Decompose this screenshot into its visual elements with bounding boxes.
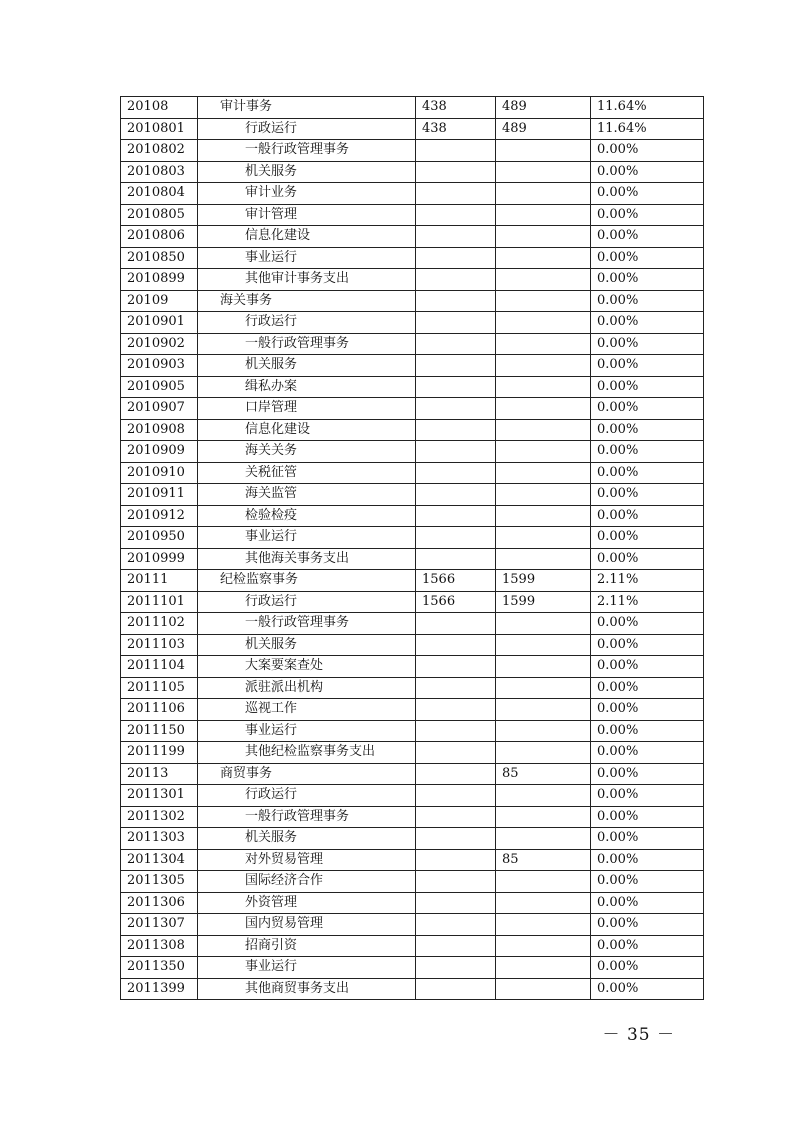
budget-amount-cell <box>416 204 496 226</box>
item-name-cell: 其他审计事务支出 <box>198 269 416 291</box>
item-name-cell: 审计事务 <box>198 97 416 119</box>
item-name-cell: 一般行政管理事务 <box>198 333 416 355</box>
code-cell: 2011302 <box>121 806 198 828</box>
budget-amount-cell <box>416 914 496 936</box>
budget-amount-cell: 438 <box>416 97 496 119</box>
percentage-cell: 0.00% <box>591 742 704 764</box>
actual-amount-cell <box>496 140 591 162</box>
percentage-cell: 0.00% <box>591 892 704 914</box>
item-name-cell: 大案要案查处 <box>198 656 416 678</box>
item-name-cell: 国内贸易管理 <box>198 914 416 936</box>
percentage-cell: 0.00% <box>591 505 704 527</box>
actual-amount-cell <box>496 914 591 936</box>
code-cell: 2011307 <box>121 914 198 936</box>
percentage-cell: 0.00% <box>591 806 704 828</box>
code-cell: 2010806 <box>121 226 198 248</box>
actual-amount-cell <box>496 505 591 527</box>
budget-amount-cell <box>416 978 496 1000</box>
percentage-cell: 0.00% <box>591 914 704 936</box>
percentage-cell: 0.00% <box>591 699 704 721</box>
actual-amount-cell: 85 <box>496 849 591 871</box>
code-cell: 2011102 <box>121 613 198 635</box>
item-name-cell: 海关监管 <box>198 484 416 506</box>
code-cell: 2011301 <box>121 785 198 807</box>
item-name-cell: 行政运行 <box>198 591 416 613</box>
table-row <box>121 183 704 205</box>
code-cell: 2011399 <box>121 978 198 1000</box>
code-cell: 2010909 <box>121 441 198 463</box>
table-body <box>121 97 704 1000</box>
actual-amount-cell <box>496 269 591 291</box>
code-cell: 2011199 <box>121 742 198 764</box>
code-cell: 2011305 <box>121 871 198 893</box>
actual-amount-cell <box>496 419 591 441</box>
actual-amount-cell <box>496 699 591 721</box>
table-row <box>121 656 704 678</box>
budget-expenditure-table <box>120 96 704 1000</box>
item-name-cell: 关税征管 <box>198 462 416 484</box>
table-row <box>121 871 704 893</box>
actual-amount-cell <box>496 355 591 377</box>
budget-amount-cell <box>416 656 496 678</box>
code-cell: 2010805 <box>121 204 198 226</box>
code-cell: 2010999 <box>121 548 198 570</box>
percentage-cell: 0.00% <box>591 140 704 162</box>
item-name-cell: 其他纪检监察事务支出 <box>198 742 416 764</box>
percentage-cell: 0.00% <box>591 613 704 635</box>
table-row <box>121 914 704 936</box>
percentage-cell: 0.00% <box>591 355 704 377</box>
percentage-cell: 0.00% <box>591 935 704 957</box>
item-name-cell: 其他商贸事务支出 <box>198 978 416 1000</box>
budget-amount-cell <box>416 419 496 441</box>
table-row <box>121 419 704 441</box>
table-row <box>121 376 704 398</box>
code-cell: 2010850 <box>121 247 198 269</box>
budget-amount-cell <box>416 828 496 850</box>
code-cell: 2011350 <box>121 957 198 979</box>
budget-amount-cell <box>416 935 496 957</box>
item-name-cell: 招商引资 <box>198 935 416 957</box>
actual-amount-cell <box>496 935 591 957</box>
budget-amount-cell <box>416 763 496 785</box>
code-cell: 2011103 <box>121 634 198 656</box>
item-name-cell: 审计管理 <box>198 204 416 226</box>
item-name-cell: 口岸管理 <box>198 398 416 420</box>
item-name-cell: 外资管理 <box>198 892 416 914</box>
budget-amount-cell <box>416 161 496 183</box>
table-row <box>121 591 704 613</box>
budget-amount-cell: 438 <box>416 118 496 140</box>
actual-amount-cell <box>496 828 591 850</box>
percentage-cell: 0.00% <box>591 441 704 463</box>
budget-amount-cell <box>416 677 496 699</box>
budget-amount-cell <box>416 376 496 398</box>
actual-amount-cell <box>496 720 591 742</box>
actual-amount-cell <box>496 527 591 549</box>
budget-amount-cell <box>416 140 496 162</box>
actual-amount-cell <box>496 398 591 420</box>
actual-amount-cell <box>496 548 591 570</box>
code-cell: 2010899 <box>121 269 198 291</box>
page-number: － 35 － <box>602 1025 675 1045</box>
table-row <box>121 312 704 334</box>
table-row <box>121 892 704 914</box>
code-cell: 20113 <box>121 763 198 785</box>
percentage-cell: 11.64% <box>591 118 704 140</box>
budget-amount-cell <box>416 269 496 291</box>
actual-amount-cell: 1599 <box>496 591 591 613</box>
code-cell: 2011304 <box>121 849 198 871</box>
actual-amount-cell <box>496 978 591 1000</box>
code-cell: 2010912 <box>121 505 198 527</box>
code-cell: 2010911 <box>121 484 198 506</box>
item-name-cell: 海关关务 <box>198 441 416 463</box>
code-cell: 2010950 <box>121 527 198 549</box>
actual-amount-cell <box>496 613 591 635</box>
budget-amount-cell <box>416 720 496 742</box>
code-cell: 2010803 <box>121 161 198 183</box>
percentage-cell: 0.00% <box>591 376 704 398</box>
percentage-cell: 0.00% <box>591 849 704 871</box>
actual-amount-cell <box>496 247 591 269</box>
code-cell: 2010804 <box>121 183 198 205</box>
budget-amount-cell <box>416 892 496 914</box>
percentage-cell: 0.00% <box>591 247 704 269</box>
table-row <box>121 290 704 312</box>
table-row <box>121 355 704 377</box>
table-row <box>121 763 704 785</box>
actual-amount-cell <box>496 161 591 183</box>
item-name-cell: 国际经济合作 <box>198 871 416 893</box>
actual-amount-cell <box>496 742 591 764</box>
actual-amount-cell <box>496 957 591 979</box>
percentage-cell: 0.00% <box>591 290 704 312</box>
item-name-cell: 机关服务 <box>198 828 416 850</box>
item-name-cell: 信息化建设 <box>198 226 416 248</box>
item-name-cell: 派驻派出机构 <box>198 677 416 699</box>
percentage-cell: 0.00% <box>591 785 704 807</box>
table-row <box>121 269 704 291</box>
budget-amount-cell: 1566 <box>416 570 496 592</box>
percentage-cell: 0.00% <box>591 333 704 355</box>
percentage-cell: 0.00% <box>591 957 704 979</box>
code-cell: 2011306 <box>121 892 198 914</box>
actual-amount-cell <box>496 183 591 205</box>
actual-amount-cell <box>496 226 591 248</box>
percentage-cell: 0.00% <box>591 677 704 699</box>
code-cell: 2010910 <box>121 462 198 484</box>
budget-amount-cell <box>416 785 496 807</box>
code-cell: 2011308 <box>121 935 198 957</box>
actual-amount-cell <box>496 806 591 828</box>
code-cell: 20108 <box>121 97 198 119</box>
item-name-cell: 纪检监察事务 <box>198 570 416 592</box>
budget-amount-cell <box>416 484 496 506</box>
table-row <box>121 333 704 355</box>
percentage-cell: 0.00% <box>591 204 704 226</box>
percentage-cell: 0.00% <box>591 871 704 893</box>
item-name-cell: 对外贸易管理 <box>198 849 416 871</box>
actual-amount-cell: 489 <box>496 97 591 119</box>
code-cell: 2010802 <box>121 140 198 162</box>
actual-amount-cell: 489 <box>496 118 591 140</box>
code-cell: 2010905 <box>121 376 198 398</box>
table-row <box>121 613 704 635</box>
item-name-cell: 机关服务 <box>198 161 416 183</box>
code-cell: 20111 <box>121 570 198 592</box>
budget-amount-cell <box>416 871 496 893</box>
actual-amount-cell <box>496 312 591 334</box>
table-row <box>121 677 704 699</box>
percentage-cell: 0.00% <box>591 978 704 1000</box>
item-name-cell: 事业运行 <box>198 720 416 742</box>
table-row <box>121 935 704 957</box>
code-cell: 2011101 <box>121 591 198 613</box>
item-name-cell: 信息化建设 <box>198 419 416 441</box>
item-name-cell: 巡视工作 <box>198 699 416 721</box>
percentage-cell: 0.00% <box>591 720 704 742</box>
item-name-cell: 商贸事务 <box>198 763 416 785</box>
actual-amount-cell <box>496 871 591 893</box>
item-name-cell: 事业运行 <box>198 247 416 269</box>
item-name-cell: 检验检疫 <box>198 505 416 527</box>
percentage-cell: 0.00% <box>591 548 704 570</box>
table-row <box>121 527 704 549</box>
actual-amount-cell <box>496 892 591 914</box>
actual-amount-cell: 1599 <box>496 570 591 592</box>
table-row <box>121 247 704 269</box>
table-row <box>121 462 704 484</box>
item-name-cell: 一般行政管理事务 <box>198 140 416 162</box>
table-row <box>121 118 704 140</box>
actual-amount-cell <box>496 204 591 226</box>
percentage-cell: 0.00% <box>591 161 704 183</box>
item-name-cell: 海关事务 <box>198 290 416 312</box>
code-cell: 2011105 <box>121 677 198 699</box>
actual-amount-cell <box>496 376 591 398</box>
table-row <box>121 634 704 656</box>
actual-amount-cell <box>496 290 591 312</box>
table-row <box>121 978 704 1000</box>
table-row <box>121 441 704 463</box>
table-row <box>121 398 704 420</box>
budget-amount-cell: 1566 <box>416 591 496 613</box>
table-row <box>121 204 704 226</box>
budget-amount-cell <box>416 441 496 463</box>
code-cell: 2010903 <box>121 355 198 377</box>
item-name-cell: 行政运行 <box>198 118 416 140</box>
percentage-cell: 2.11% <box>591 591 704 613</box>
percentage-cell: 0.00% <box>591 527 704 549</box>
table-row <box>121 785 704 807</box>
percentage-cell: 0.00% <box>591 183 704 205</box>
percentage-cell: 0.00% <box>591 634 704 656</box>
item-name-cell: 一般行政管理事务 <box>198 613 416 635</box>
code-cell: 20109 <box>121 290 198 312</box>
code-cell: 2010801 <box>121 118 198 140</box>
actual-amount-cell <box>496 677 591 699</box>
item-name-cell: 其他海关事务支出 <box>198 548 416 570</box>
table-row <box>121 140 704 162</box>
percentage-cell: 0.00% <box>591 226 704 248</box>
code-cell: 2010907 <box>121 398 198 420</box>
percentage-cell: 0.00% <box>591 398 704 420</box>
code-cell: 2010901 <box>121 312 198 334</box>
item-name-cell: 缉私办案 <box>198 376 416 398</box>
percentage-cell: 0.00% <box>591 763 704 785</box>
percentage-cell: 0.00% <box>591 419 704 441</box>
budget-amount-cell <box>416 505 496 527</box>
percentage-cell: 0.00% <box>591 462 704 484</box>
table-row <box>121 226 704 248</box>
percentage-cell: 0.00% <box>591 656 704 678</box>
budget-amount-cell <box>416 290 496 312</box>
percentage-cell: 2.11% <box>591 570 704 592</box>
item-name-cell: 行政运行 <box>198 312 416 334</box>
budget-amount-cell <box>416 849 496 871</box>
table-row <box>121 484 704 506</box>
budget-amount-cell <box>416 355 496 377</box>
item-name-cell: 一般行政管理事务 <box>198 806 416 828</box>
table-row <box>121 161 704 183</box>
actual-amount-cell <box>496 656 591 678</box>
budget-amount-cell <box>416 462 496 484</box>
table-row <box>121 828 704 850</box>
budget-amount-cell <box>416 226 496 248</box>
budget-amount-cell <box>416 613 496 635</box>
item-name-cell: 机关服务 <box>198 634 416 656</box>
budget-amount-cell <box>416 183 496 205</box>
actual-amount-cell <box>496 484 591 506</box>
budget-amount-cell <box>416 634 496 656</box>
table-row <box>121 505 704 527</box>
code-cell: 2011106 <box>121 699 198 721</box>
item-name-cell: 机关服务 <box>198 355 416 377</box>
table-row <box>121 570 704 592</box>
table-row <box>121 548 704 570</box>
table-row <box>121 720 704 742</box>
percentage-cell: 0.00% <box>591 269 704 291</box>
code-cell: 2011303 <box>121 828 198 850</box>
actual-amount-cell <box>496 441 591 463</box>
code-cell: 2011104 <box>121 656 198 678</box>
actual-amount-cell <box>496 333 591 355</box>
table-row <box>121 849 704 871</box>
budget-amount-cell <box>416 699 496 721</box>
table-row <box>121 806 704 828</box>
table-row <box>121 97 704 119</box>
code-cell: 2011150 <box>121 720 198 742</box>
code-cell: 2010908 <box>121 419 198 441</box>
actual-amount-cell <box>496 462 591 484</box>
actual-amount-cell: 85 <box>496 763 591 785</box>
percentage-cell: 11.64% <box>591 97 704 119</box>
item-name-cell: 行政运行 <box>198 785 416 807</box>
actual-amount-cell <box>496 634 591 656</box>
budget-amount-cell <box>416 527 496 549</box>
actual-amount-cell <box>496 785 591 807</box>
item-name-cell: 事业运行 <box>198 957 416 979</box>
budget-amount-cell <box>416 333 496 355</box>
budget-amount-cell <box>416 806 496 828</box>
percentage-cell: 0.00% <box>591 484 704 506</box>
item-name-cell: 事业运行 <box>198 527 416 549</box>
table-row <box>121 699 704 721</box>
budget-amount-cell <box>416 957 496 979</box>
item-name-cell: 审计业务 <box>198 183 416 205</box>
budget-amount-cell <box>416 742 496 764</box>
table-row <box>121 742 704 764</box>
table-row <box>121 957 704 979</box>
budget-amount-cell <box>416 398 496 420</box>
budget-amount-cell <box>416 247 496 269</box>
percentage-cell: 0.00% <box>591 312 704 334</box>
budget-amount-cell <box>416 548 496 570</box>
budget-amount-cell <box>416 312 496 334</box>
code-cell: 2010902 <box>121 333 198 355</box>
percentage-cell: 0.00% <box>591 828 704 850</box>
